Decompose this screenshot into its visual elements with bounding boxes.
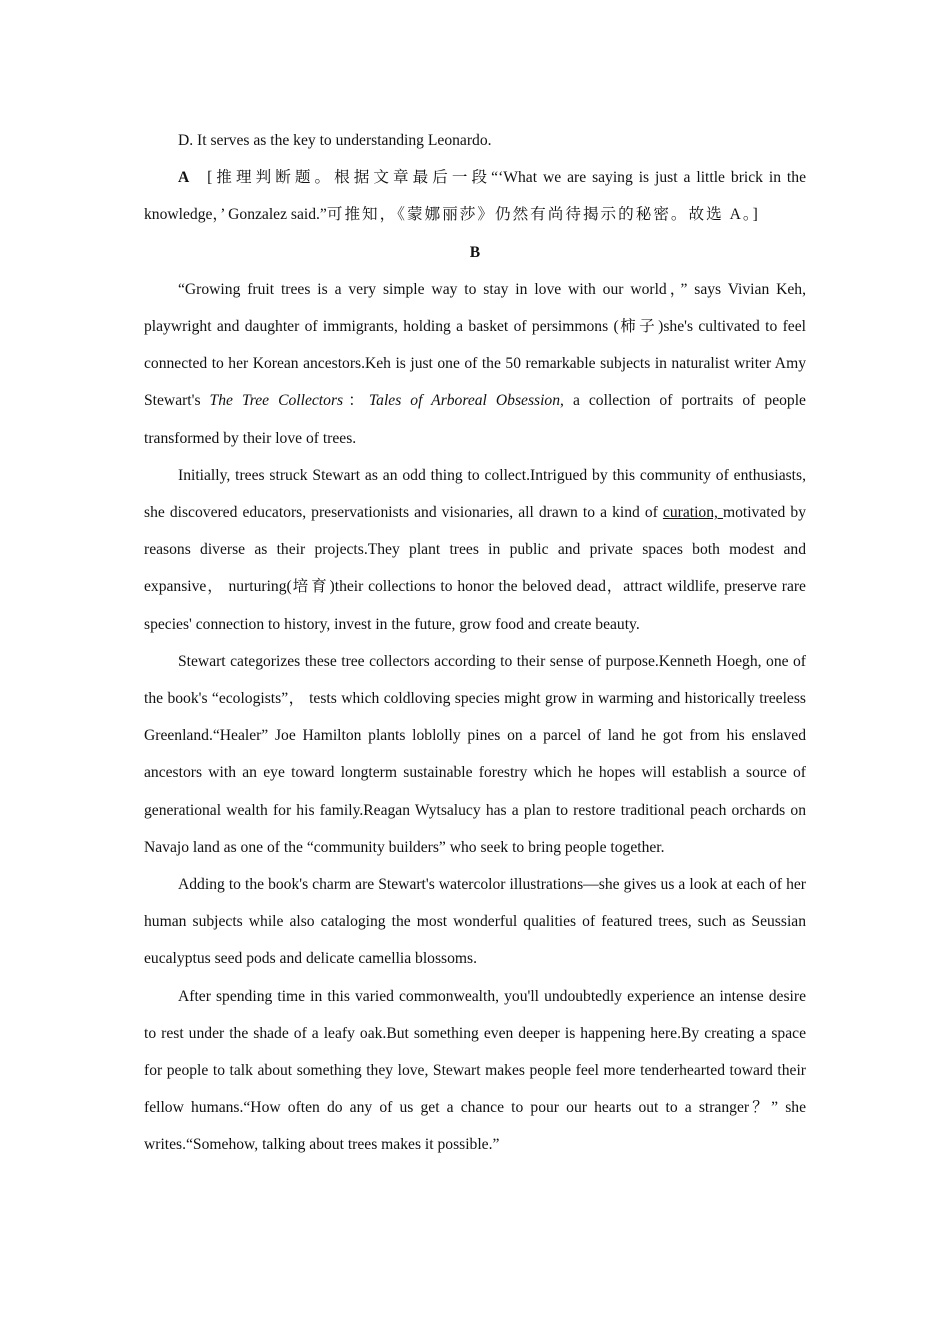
p2-text-c: )their collections to honor the beloved dead，attract wildlife, preserve rare species' connection to history, invest in the future, grow food and create beauty. [144, 578, 806, 633]
p1-text-a: “Growing fruit trees is a very simple way to stay in love with our world，” says Vivian Keh, playwright and daughter of immigrants, holding a basket of persimmons ( [144, 280, 806, 336]
paragraph-1 [144, 271, 806, 457]
option-d: D. It serves as the key to understanding Leonardo. [178, 132, 492, 149]
section-title: B [469, 243, 481, 261]
answer-bracket-open: [推理判断题。根据文章最后一段 [207, 169, 492, 187]
answer-conclusion: 可推知，《蒙娜丽莎》仍然有尚待揭示的秘密。故选 A。] [326, 206, 760, 224]
answer-explanation [144, 159, 806, 233]
paragraph-4: Adding to the book's charm are Stewart's watercolor illustrations—she gives us a look at each of her human subjects while also cataloging the most wonderful qualities of featured trees, such as Seussian eucalyptus seed pods and delicate camellia blossoms. [144, 876, 806, 968]
book-title-sub: Tales of Arboreal Obsession [368, 392, 561, 410]
p1-text-b: )she's cultivated to feel connected to her Korean ancestors.Keh is just one of the 50 remarkable subjects in naturalist writer Amy Stewart's [144, 318, 806, 410]
paragraph-5: After spending time in this varied commonwealth, you'll undoubtedly experience an intense desire to rest under the shade of a leafy oak.But something even deeper is happening here.By creating a space for people to talk about something they love, Stewart makes people feel more tenderhearted toward their fellow humans.“How often do any of us get a chance to pour our hearts out to a stranger？” she writes.“Somehow, talking about trees makes it possible.” [144, 987, 806, 1154]
p1-gloss: 柿子 [618, 318, 659, 336]
p2-text-b: motivated by reasons diverse as their projects.They plant trees in public and private spaces both modest and expansive， nurturing( [144, 504, 806, 596]
p1-text-c: , a collection of portraits of people transformed by their love of trees. [144, 392, 806, 447]
answer-letter: A [178, 169, 190, 187]
underlined-word: curation, [662, 504, 723, 522]
book-title-main: The Tree Collectors [209, 392, 344, 410]
document-page [144, 122, 806, 1164]
book-title-separator: ： [343, 392, 369, 410]
p2-text-a: Initially, trees struck Stewart as an odd thing to collect.Intrigued by this community of enthusiasts, she discovered educators, preservationists and visionaries, all drawn to a kind of [144, 466, 806, 522]
paragraph-3: Stewart categorizes these tree collectors according to their sense of purpose.Kenneth Hoegh, one of the book's “ecologists”， tests which coldloving species might grow in warming and historically treeless Greenland.“Healer” Joe Hamilton plants loblolly pines on a parcel of land he got from his enslaved ancestors with an eye toward longterm sustainable forestry which he hopes will establish a source of generational wealth for his family.Reagan Wytsalucy has a plan to restore traditional peach orchards on Navajo land as one of the “community builders” who seek to bring people together. [144, 652, 806, 856]
p2-gloss: 培育 [291, 578, 330, 596]
paragraph-2 [144, 457, 806, 643]
answer-quote: “‘What we are saying is just a little brick in the knowledge，’ Gonzalez said.” [144, 169, 806, 224]
